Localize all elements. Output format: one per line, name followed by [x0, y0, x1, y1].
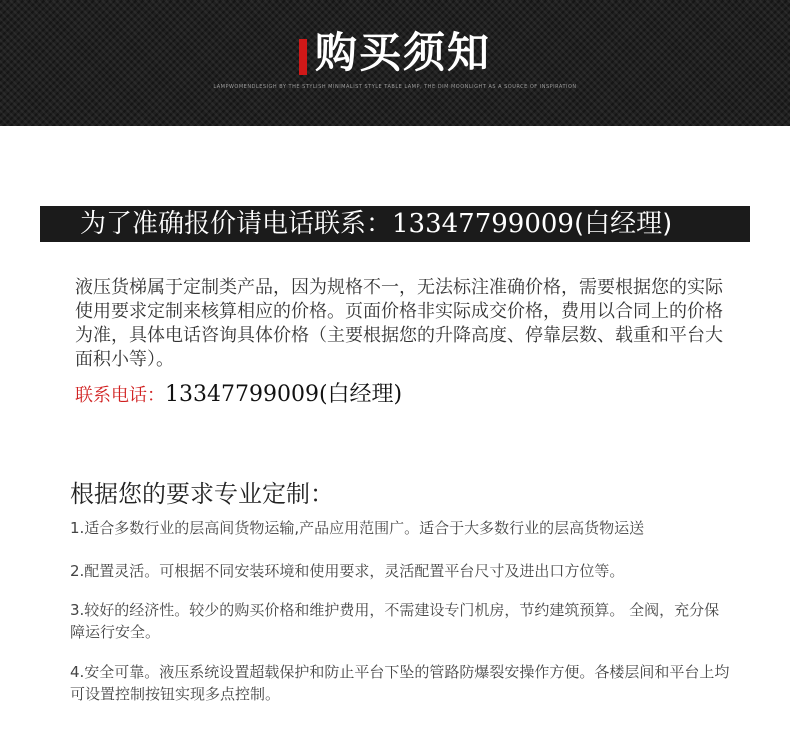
phone-banner-number: 13347799009	[392, 209, 574, 239]
contact-label: 联系电话：	[75, 385, 165, 406]
contact-number: 13347799009	[165, 382, 319, 407]
phone-banner-person: (白经理)	[573, 209, 673, 239]
intro-paragraph: 液压货梯属于定制类产品，因为规格不一，无法标注准确价格，需要根据您的实际使用要求定制来核算相应的价格。页面价格非实际成交价格，费用以合同上的价格为准，具体电话咨询具体价格（主要根据您的升降高度、停靠层数、载重和平台大面积小等）。	[75, 277, 723, 370]
feature-item-1: 1.适合多数行业的层高间货物运输,产品应用范围广。适合于大多数行业的层高货物运送	[70, 519, 645, 537]
header-banner	[0, 0, 790, 126]
phone-banner-label: 为了准确报价请电话联系：	[80, 209, 393, 239]
header-subtitle: LAMPWOMENDLESIGH BY THE STYLISH MINIMALIST STYLE TABLE LAMP, THE DIM MOONLIGHT AS A SOURCE OF INSPIRATION	[213, 84, 577, 90]
header-title-group	[0, 20, 790, 80]
title-accent-bar	[299, 39, 307, 75]
contact-line	[75, 377, 402, 408]
feature-item-2: 2.配置灵活。可根据不同安装环境和使用要求，灵活配置平台尺寸及进出口方位等。	[70, 562, 625, 580]
page-title: 购买须知	[314, 28, 491, 77]
custom-section-title: 根据您的要求专业定制：	[70, 480, 334, 508]
contact-person: (白经理)	[318, 382, 403, 407]
phone-banner	[40, 206, 750, 242]
feature-item-4: 4.安全可靠。液压系统设置超载保护和防止平台下坠的管路防爆裂安操作方便。各楼层间和平台上均可设置控制按钮实现多点控制。	[70, 663, 730, 703]
feature-item-3: 3.较好的经济性。较少的购买价格和维护费用，不需建设专门机房，节约建筑预算。 全阀，充分保障运行安全。	[70, 601, 720, 641]
